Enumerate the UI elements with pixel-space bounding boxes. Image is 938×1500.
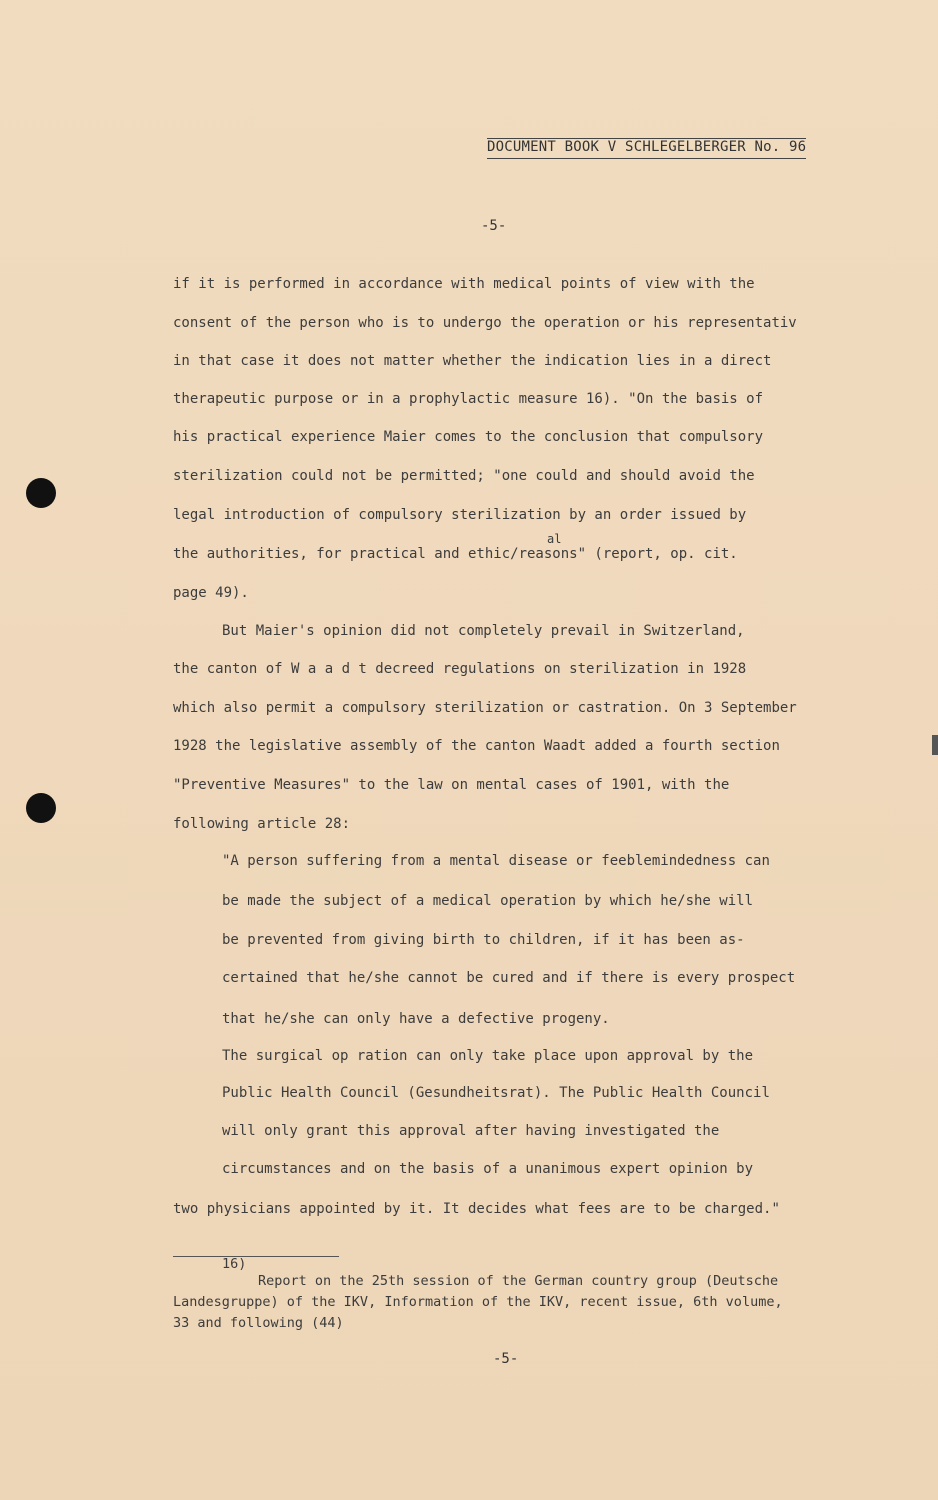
punch-hole-top — [26, 478, 56, 508]
quote-line: certained that he/she cannot be cured and if there is every prospect — [222, 970, 796, 986]
body-line: consent of the person who is to undergo the operation or his representativ — [173, 315, 797, 331]
punch-hole-bottom — [26, 793, 56, 823]
body-line: But Maier's opinion did not completely prevail in Switzerland, — [222, 623, 745, 639]
body-line: 1928 the legislative assembly of the canton Waadt added a fourth section — [173, 738, 780, 754]
quote-line: be prevented from giving birth to children, if it has been as- — [222, 932, 745, 948]
body-line: page 49). — [173, 585, 249, 601]
body-line: if it is performed in accordance with medical points of view with the — [173, 276, 755, 292]
body-line: the canton of W a a d t decreed regulations on sterilization in 1928 — [173, 661, 747, 677]
quote-line: be made the subject of a medical operation by which he/she will — [222, 893, 754, 909]
page-number-top: -5- — [481, 218, 507, 234]
body-line: which also permit a compulsory sterilization or castration. On 3 September — [173, 700, 797, 716]
body-line: sterilization could not be permitted; "one could and should avoid the — [173, 468, 755, 484]
quote-line: two physicians appointed by it. It decides what fees are to be charged." — [173, 1201, 780, 1217]
quote-line: Public Health Council (Gesundheitsrat). The Public Health Council — [222, 1085, 770, 1101]
quote-line: will only grant this approval after having investigated the — [222, 1123, 720, 1139]
footnote-line: Landesgruppe) of the IKV, Information of the IKV, recent issue, 6th volume, — [173, 1294, 783, 1310]
document-header: DOCUMENT BOOK V SCHLEGELBERGER No. 96 — [487, 138, 806, 159]
footnote-rule — [173, 1256, 339, 1257]
body-line: therapeutic purpose or in a prophylactic measure 16). "On the basis of — [173, 391, 764, 407]
body-line: "Preventive Measures" to the law on mental cases of 1901, with the — [173, 777, 730, 793]
footnote-number: 16) — [222, 1256, 247, 1272]
footnote-line: 33 and following (44) — [173, 1315, 344, 1331]
insertion-mark: al — [547, 532, 562, 546]
quote-line: that he/she can only have a defective progeny. — [222, 1011, 610, 1027]
body-line: his practical experience Maier comes to the conclusion that compulsory — [173, 429, 764, 445]
quote-line: circumstances and on the basis of a unanimous expert opinion by — [222, 1161, 754, 1177]
quote-line: "A person suffering from a mental disease or feeblemindedness can — [222, 853, 770, 869]
body-line: legal introduction of compulsory sterilization by an order issued by — [173, 507, 747, 523]
page-edge-mark — [932, 735, 938, 755]
body-line: the authorities, for practical and ethic/reasons" (report, op. cit. — [173, 546, 738, 562]
page-number-bottom: -5- — [493, 1351, 519, 1367]
body-line: in that case it does not matter whether the indication lies in a direct — [173, 353, 772, 369]
quote-line: The surgical op ration can only take place upon approval by the — [222, 1048, 754, 1064]
footnote-line: Report on the 25th session of the German country group (Deutsche — [258, 1273, 779, 1289]
body-line: following article 28: — [173, 816, 351, 832]
